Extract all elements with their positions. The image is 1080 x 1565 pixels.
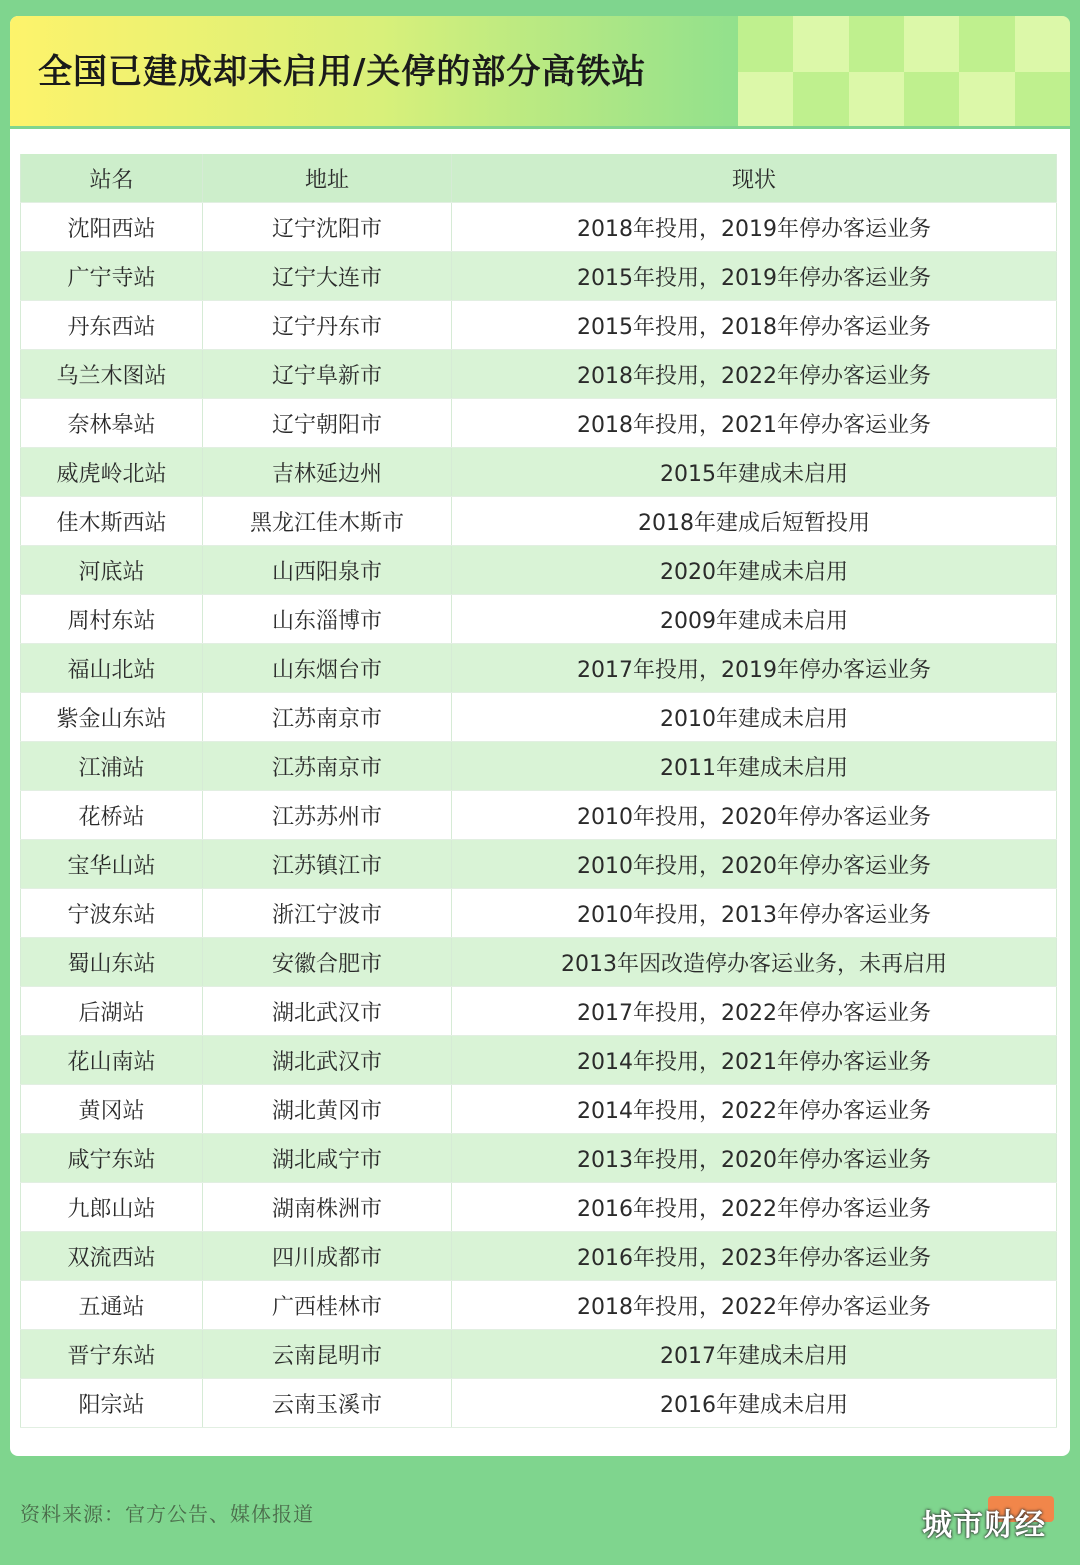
cell-address: 湖北黄冈市 [203, 1085, 452, 1134]
cell-status: 2010年投用，2020年停办客运业务 [452, 840, 1057, 889]
cell-status: 2010年投用，2013年停办客运业务 [452, 889, 1057, 938]
cell-station-name: 紫金山东站 [21, 693, 203, 742]
table-body [21, 203, 1057, 1428]
cell-status: 2016年投用，2022年停办客运业务 [452, 1183, 1057, 1232]
cell-station-name: 佳木斯西站 [21, 497, 203, 546]
cell-station-name: 沈阳西站 [21, 203, 203, 252]
cell-status: 2016年建成未启用 [452, 1379, 1057, 1428]
table-row [21, 203, 1057, 252]
cell-status: 2014年投用，2021年停办客运业务 [452, 1036, 1057, 1085]
cell-station-name: 福山北站 [21, 644, 203, 693]
cell-station-name: 阳宗站 [21, 1379, 203, 1428]
cell-station-name: 宝华山站 [21, 840, 203, 889]
cell-address: 山东淄博市 [203, 595, 452, 644]
cell-address: 辽宁沈阳市 [203, 203, 452, 252]
cell-address: 江苏苏州市 [203, 791, 452, 840]
cell-status: 2013年投用，2020年停办客运业务 [452, 1134, 1057, 1183]
table-row [21, 693, 1057, 742]
column-header-status: 现状 [452, 154, 1057, 203]
table-row [21, 938, 1057, 987]
cell-station-name: 花桥站 [21, 791, 203, 840]
cell-status: 2017年投用，2022年停办客运业务 [452, 987, 1057, 1036]
cell-address: 山西阳泉市 [203, 546, 452, 595]
table-row [21, 742, 1057, 791]
table-row [21, 301, 1057, 350]
column-header-address: 地址 [203, 154, 452, 203]
cell-address: 山东烟台市 [203, 644, 452, 693]
table-row [21, 889, 1057, 938]
table-row [21, 791, 1057, 840]
cell-status: 2018年投用，2021年停办客运业务 [452, 399, 1057, 448]
cell-address: 黑龙江佳木斯市 [203, 497, 452, 546]
cell-address: 湖北武汉市 [203, 1036, 452, 1085]
table-row [21, 1330, 1057, 1379]
page-title: 全国已建成却未启用/关停的部分高铁站 [38, 52, 647, 92]
table-row [21, 1232, 1057, 1281]
table-row [21, 1036, 1057, 1085]
cell-address: 湖北咸宁市 [203, 1134, 452, 1183]
column-header-station: 站名 [21, 154, 203, 203]
cell-status: 2015年建成未启用 [452, 448, 1057, 497]
cell-station-name: 蜀山东站 [21, 938, 203, 987]
table-row [21, 840, 1057, 889]
brand-logo [918, 1494, 1068, 1544]
content-card [10, 16, 1070, 1456]
cell-status: 2015年投用，2018年停办客运业务 [452, 301, 1057, 350]
cell-station-name: 威虎岭北站 [21, 448, 203, 497]
table-row [21, 399, 1057, 448]
cell-station-name: 乌兰木图站 [21, 350, 203, 399]
cell-address: 辽宁阜新市 [203, 350, 452, 399]
cell-station-name: 双流西站 [21, 1232, 203, 1281]
cell-station-name: 江浦站 [21, 742, 203, 791]
table-row [21, 546, 1057, 595]
table-row [21, 595, 1057, 644]
cell-status: 2018年投用，2019年停办客运业务 [452, 203, 1057, 252]
table-row [21, 1183, 1057, 1232]
cell-address: 湖南株洲市 [203, 1183, 452, 1232]
header-divider [10, 126, 1070, 129]
cell-address: 辽宁朝阳市 [203, 399, 452, 448]
table-header-row [21, 154, 1057, 203]
cell-station-name: 宁波东站 [21, 889, 203, 938]
table-row [21, 1085, 1057, 1134]
cell-station-name: 后湖站 [21, 987, 203, 1036]
table-row [21, 1134, 1057, 1183]
cell-address: 江苏南京市 [203, 693, 452, 742]
cell-station-name: 黄冈站 [21, 1085, 203, 1134]
cell-status: 2018年投用，2022年停办客运业务 [452, 1281, 1057, 1330]
cell-station-name: 五通站 [21, 1281, 203, 1330]
title-banner [10, 16, 1070, 128]
table-row [21, 448, 1057, 497]
table-row [21, 644, 1057, 693]
cell-station-name: 花山南站 [21, 1036, 203, 1085]
table-row [21, 497, 1057, 546]
checker-pattern [738, 16, 1070, 128]
cell-status: 2017年建成未启用 [452, 1330, 1057, 1379]
cell-status: 2018年投用，2022年停办客运业务 [452, 350, 1057, 399]
cell-address: 四川成都市 [203, 1232, 452, 1281]
cell-address: 江苏南京市 [203, 742, 452, 791]
cell-station-name: 周村东站 [21, 595, 203, 644]
cell-status: 2010年建成未启用 [452, 693, 1057, 742]
table-row [21, 1379, 1057, 1428]
cell-address: 湖北武汉市 [203, 987, 452, 1036]
table-row [21, 350, 1057, 399]
cell-station-name: 广宁寺站 [21, 252, 203, 301]
cell-status: 2009年建成未启用 [452, 595, 1057, 644]
cell-station-name: 丹东西站 [21, 301, 203, 350]
table-row [21, 1281, 1057, 1330]
cell-address: 浙江宁波市 [203, 889, 452, 938]
cell-status: 2013年因改造停办客运业务，未再启用 [452, 938, 1057, 987]
logo-text: 城市财经 [922, 1508, 1046, 1543]
cell-status: 2017年投用，2019年停办客运业务 [452, 644, 1057, 693]
cell-address: 吉林延边州 [203, 448, 452, 497]
cell-address: 江苏镇江市 [203, 840, 452, 889]
cell-status: 2014年投用，2022年停办客运业务 [452, 1085, 1057, 1134]
cell-station-name: 奈林皋站 [21, 399, 203, 448]
cell-status: 2015年投用，2019年停办客运业务 [452, 252, 1057, 301]
table-row [21, 987, 1057, 1036]
cell-station-name: 咸宁东站 [21, 1134, 203, 1183]
cell-status: 2011年建成未启用 [452, 742, 1057, 791]
data-source-note: 资料来源：官方公告、媒体报道 [20, 1502, 314, 1526]
cell-address: 广西桂林市 [203, 1281, 452, 1330]
cell-status: 2018年建成后短暂投用 [452, 497, 1057, 546]
cell-station-name: 晋宁东站 [21, 1330, 203, 1379]
cell-station-name: 河底站 [21, 546, 203, 595]
cell-address: 安徽合肥市 [203, 938, 452, 987]
cell-address: 辽宁大连市 [203, 252, 452, 301]
cell-address: 云南昆明市 [203, 1330, 452, 1379]
cell-address: 云南玉溪市 [203, 1379, 452, 1428]
cell-status: 2010年投用，2020年停办客运业务 [452, 791, 1057, 840]
stations-table [20, 154, 1057, 1428]
cell-station-name: 九郎山站 [21, 1183, 203, 1232]
table-row [21, 252, 1057, 301]
cell-status: 2016年投用，2023年停办客运业务 [452, 1232, 1057, 1281]
cell-address: 辽宁丹东市 [203, 301, 452, 350]
cell-status: 2020年建成未启用 [452, 546, 1057, 595]
